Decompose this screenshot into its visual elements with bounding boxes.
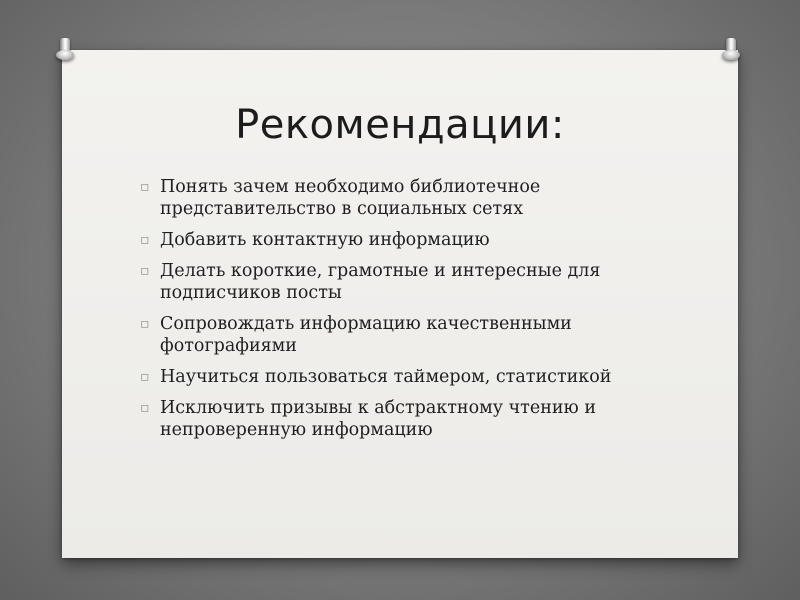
push-pin-icon — [56, 38, 74, 62]
slide-title: Рекомендации: — [235, 102, 565, 148]
push-pin-icon — [722, 38, 740, 62]
bullet-icon: ▫ — [140, 179, 150, 195]
slide-card — [62, 50, 738, 558]
list-item — [140, 260, 680, 304]
bullet-icon: ▫ — [140, 316, 150, 332]
list-item-text: Исключить призывы к абстрактному чтению и непроверенную информацию — [160, 398, 596, 440]
list-item-text: Добавить контактную информацию — [160, 230, 490, 250]
list-item-text: Научиться пользоваться таймером, статистикой — [160, 367, 612, 387]
bullet-icon: ▫ — [140, 400, 150, 416]
list-item — [140, 313, 680, 357]
list-item — [140, 366, 680, 388]
list-item — [140, 229, 680, 251]
bullet-icon: ▫ — [140, 369, 150, 385]
bullet-icon: ▫ — [140, 232, 150, 248]
bullet-icon: ▫ — [140, 263, 150, 279]
list-item — [140, 397, 680, 441]
bullet-list — [140, 176, 680, 450]
list-item-text: Понять зачем необходимо библиотечное представительство в социальных сетях — [160, 177, 541, 219]
list-item-text: Делать короткие, грамотные и интересные для подписчиков посты — [160, 261, 601, 303]
list-item — [140, 176, 680, 220]
list-item-text: Сопровождать информацию качественными фотографиями — [160, 314, 572, 356]
